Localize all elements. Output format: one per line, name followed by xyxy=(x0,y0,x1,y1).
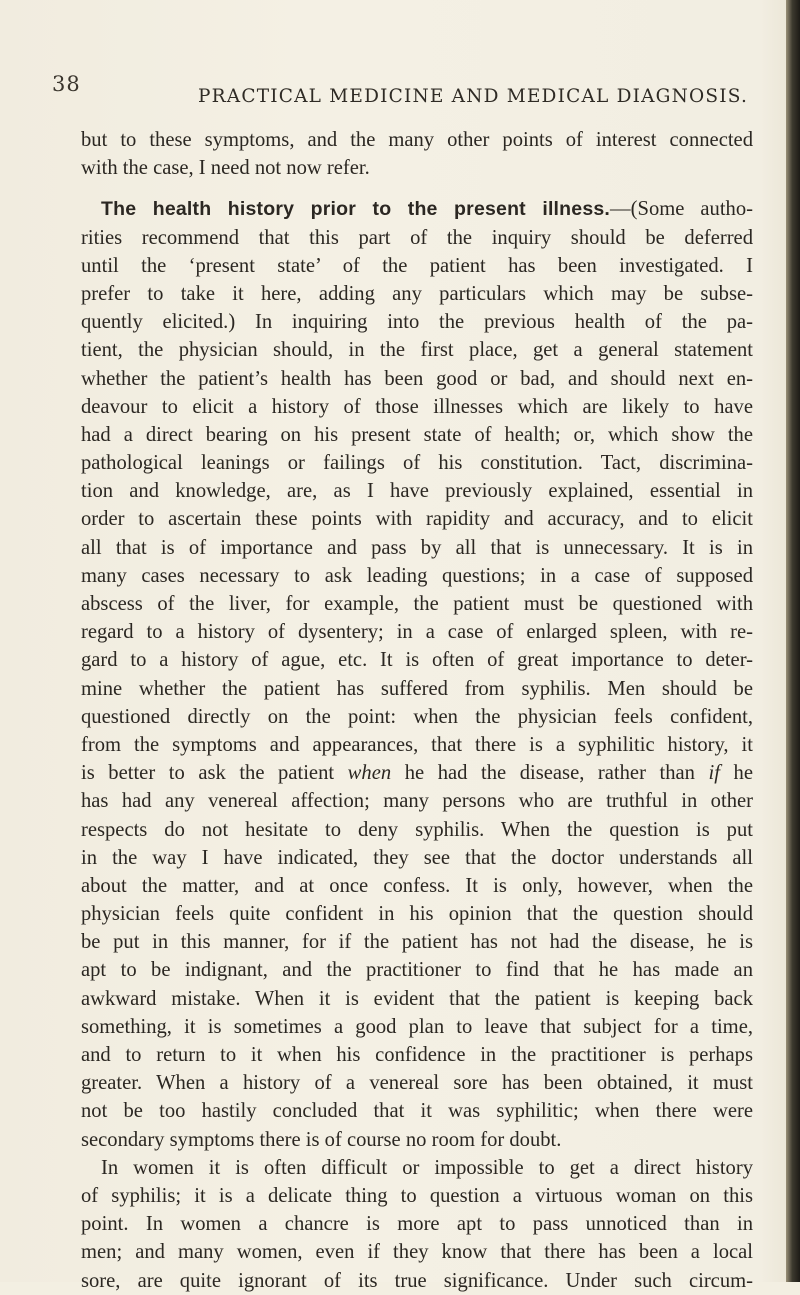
text-line: from the symptoms and appearances, that there is a syphilitic history, it xyxy=(81,733,753,756)
text-fragment: he had the disease, rather than xyxy=(404,762,695,785)
text-line: sore, are quite ignorant of its true significance. Under such circum- xyxy=(81,1269,753,1292)
text-line: tion and knowledge, are, as I have previously explained, essential in xyxy=(81,480,753,503)
text-line: respects do not hesitate to deny syphilis. When the question is put xyxy=(81,818,753,841)
text-line: all that is of importance and pass by all that is unnecessary. It is in xyxy=(81,536,753,559)
text-line: not be too hastily concluded that it was syphilitic; when there were xyxy=(81,1100,753,1123)
text-line: in the way I have indicated, they see that the doctor understands all xyxy=(81,846,753,869)
section-heading: The health history prior to the present illness. xyxy=(101,198,611,221)
text-line: apt to be indignant, and the practitioner to find that he has made an xyxy=(81,959,753,982)
text-line: pathological leanings or failings of his constitution. Tact, discrimina- xyxy=(81,452,753,475)
text-line: awkward mistake. When it is evident that the patient is keeping back xyxy=(81,987,753,1010)
text-line: greater. When a history of a venereal sore has been obtained, it must xyxy=(81,1072,753,1095)
text-line: questioned directly on the point: when the physician feels confident, xyxy=(81,705,753,728)
text-line: regard to a history of dysentery; in a case of enlarged spleen, with re- xyxy=(81,621,753,644)
text-line: be put in this manner, for if the patient has not had the disease, he is xyxy=(81,931,753,954)
text-line xyxy=(81,195,753,223)
text-line: gard to a history of ague, etc. It is often of great importance to deter- xyxy=(81,649,753,672)
text-line: had a direct bearing on his present state of health; or, which show the xyxy=(81,423,753,446)
running-head: PRACTICAL MEDICINE AND MEDICAL DIAGNOSIS. xyxy=(198,86,749,107)
text-line: has had any venereal affection; many persons who are truthful in other xyxy=(81,790,753,813)
text-line: whether the patient’s health has been good or bad, and should next en- xyxy=(81,367,753,390)
body-text xyxy=(81,126,753,1295)
text-line: many cases necessary to ask leading questions; in a case of supposed xyxy=(81,564,753,587)
text-line xyxy=(81,759,753,787)
text-line: physician feels quite confident in his opinion that the question should xyxy=(81,903,753,926)
text-line: mine whether the patient has suffered from syphilis. Men should be xyxy=(81,677,753,700)
text-fragment: —(Some autho- xyxy=(610,198,753,221)
page-number: 38 xyxy=(52,72,81,96)
emphasis-if: if xyxy=(708,762,720,785)
text-line: prefer to take it here, adding any particulars which may be subse- xyxy=(81,282,753,305)
text-line: rities recommend that this part of the inquiry should be deferred xyxy=(81,226,753,249)
text-line: something, it is sometimes a good plan to leave that subject for a time, xyxy=(81,1015,753,1038)
text-line: but to these symptoms, and the many other points of interest connected xyxy=(81,129,753,151)
text-line: point. In women a chancre is more apt to pass unnoticed than in xyxy=(81,1213,753,1236)
text-line: until the ‘present state’ of the patient has been investigated. I xyxy=(81,254,753,277)
text-line: with the case, I need not now refer. xyxy=(81,157,370,180)
text-line: order to ascertain these points with rapidity and accuracy, and to elicit xyxy=(81,508,753,531)
emphasis-when: when xyxy=(347,762,392,785)
text-line: quently elicited.) In inquiring into the previous health of the pa- xyxy=(81,311,753,334)
text-line: and to return to it when his confidence in the practitioner is perhaps xyxy=(81,1044,753,1066)
page-edge-shadow xyxy=(786,0,800,1282)
text-line: secondary symptoms there is of course no room for doubt. xyxy=(81,1128,562,1151)
text-line: about the matter, and at once confess. It is only, however, when the xyxy=(81,874,753,897)
text-line: men; and many women, even if they know that there has been a local xyxy=(81,1241,753,1264)
text-line: tient, the physician should, in the first place, get a general statement xyxy=(81,339,753,362)
text-line: In women it is often difficult or impossible to get a direct history xyxy=(101,1156,753,1179)
text-fragment: is better to ask the patient xyxy=(81,762,335,785)
text-fragment: he xyxy=(733,762,753,785)
text-line: deavour to elicit a history of those illnesses which are likely to have xyxy=(81,395,753,418)
text-line: abscess of the liver, for example, the patient must be questioned with xyxy=(81,593,753,615)
text-line: of syphilis; it is a delicate thing to question a virtuous woman on this xyxy=(81,1184,753,1207)
